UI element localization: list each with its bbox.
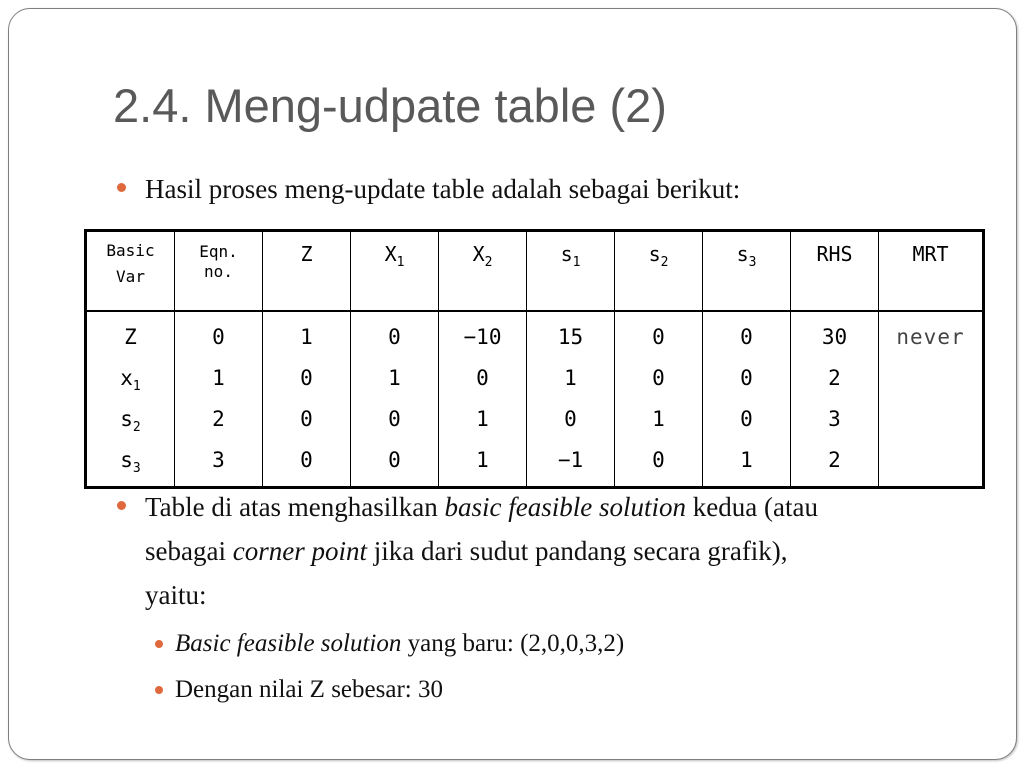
table-cell: 0 xyxy=(652,366,665,390)
header-s1-base: s xyxy=(560,242,573,266)
table-cell: 1 xyxy=(300,325,313,349)
table-cell: 3 xyxy=(212,448,225,472)
text-italic: Basic feasible solution xyxy=(175,630,402,657)
header-rhs: RHS xyxy=(791,231,879,312)
table-cell: 0 xyxy=(212,325,225,349)
table-header-row xyxy=(86,231,984,312)
basic-var-cell xyxy=(87,363,174,404)
header-basic-var xyxy=(86,231,175,312)
header-basic-line1: Basic xyxy=(106,241,155,260)
table-cell: 2 xyxy=(828,366,841,390)
header-x2-base: X xyxy=(472,242,485,266)
basic-var-cell xyxy=(87,445,174,486)
table-cell: −1 xyxy=(557,448,584,472)
text-italic: corner point xyxy=(232,536,367,566)
bullet-dot xyxy=(117,501,126,510)
header-mrt: MRT xyxy=(879,231,984,312)
bullet-conclusion-line3: yaitu: xyxy=(145,580,207,610)
col-s1 xyxy=(527,311,615,488)
table-cell: 0 xyxy=(300,407,313,431)
table-cell: 0 xyxy=(652,325,665,349)
header-s3 xyxy=(703,231,791,312)
basic-var-sub: 2 xyxy=(132,420,141,436)
table-cell: 1 xyxy=(476,407,489,431)
table-cell: 1 xyxy=(564,366,577,390)
header-basic-line2: Var xyxy=(116,267,145,286)
table-cell: 15 xyxy=(557,325,584,349)
header-s2 xyxy=(615,231,703,312)
sub-bullet-z-value: Dengan nilai Z sebesar: 30 xyxy=(175,676,443,703)
header-s2-sub: 2 xyxy=(660,255,669,270)
table-cell: 0 xyxy=(300,366,313,390)
basic-var-sub: 3 xyxy=(132,461,141,477)
basic-var-sub: 1 xyxy=(132,379,141,395)
header-eqn-line1: Eqn. xyxy=(199,242,238,261)
header-s1-sub: 1 xyxy=(572,255,581,270)
basic-var-cell xyxy=(87,404,174,445)
col-basic-var xyxy=(86,311,175,488)
header-x1-sub: 1 xyxy=(396,255,405,270)
header-s3-sub: 3 xyxy=(748,255,757,270)
table-cell: 1 xyxy=(212,366,225,390)
text-run: sebagai xyxy=(145,536,233,566)
sub-bullet-dot xyxy=(155,640,163,648)
bullet-conclusion-line2 xyxy=(145,529,945,573)
bullet-conclusion xyxy=(145,485,945,617)
col-s2 xyxy=(615,311,703,488)
table-cell: 0 xyxy=(300,448,313,472)
table-cell: 0 xyxy=(740,325,753,349)
table-body-row xyxy=(86,311,984,488)
table-cell: 1 xyxy=(476,448,489,472)
col-mrt xyxy=(879,311,984,488)
table-cell: 0 xyxy=(476,366,489,390)
header-x1-base: X xyxy=(384,242,397,266)
sub-bullet-solution xyxy=(175,622,624,666)
header-s1 xyxy=(527,231,615,312)
simplex-table xyxy=(84,229,985,489)
text-run: yang baru: (2,0,0,3,2) xyxy=(401,630,625,657)
col-rhs xyxy=(791,311,879,488)
table-cell: 1 xyxy=(652,407,665,431)
header-eqn-line2: no. xyxy=(204,262,233,281)
header-z: Z xyxy=(263,231,351,312)
table-cell: 1 xyxy=(740,448,753,472)
basic-var-base: s xyxy=(120,407,133,431)
table-cell: 0 xyxy=(564,407,577,431)
table-cell: 0 xyxy=(740,366,753,390)
table-cell: 0 xyxy=(388,325,401,349)
table-cell: −10 xyxy=(463,325,502,349)
basic-var-cell xyxy=(87,322,174,363)
bullet-intro: Hasil proses meng-update table adalah sebagai berikut: xyxy=(145,174,741,204)
header-x1 xyxy=(351,231,439,312)
header-s2-base: s xyxy=(648,242,661,266)
header-eqn-no xyxy=(175,231,263,312)
col-z xyxy=(263,311,351,488)
table-cell: 0 xyxy=(740,407,753,431)
table-cell: 0 xyxy=(388,448,401,472)
text-run: jika dari sudut pandang secara grafik), xyxy=(366,536,788,566)
table-cell: 1 xyxy=(388,366,401,390)
basic-var-base: Z xyxy=(124,325,137,349)
table-cell: 2 xyxy=(828,448,841,472)
basic-var-base: x xyxy=(120,366,133,390)
text-run: Table di atas menghasilkan xyxy=(145,492,445,522)
bullet-conclusion-line1 xyxy=(145,485,945,529)
header-x2-sub: 2 xyxy=(484,255,493,270)
col-s3 xyxy=(703,311,791,488)
text-italic: basic feasible solution xyxy=(444,492,687,522)
mrt-value: never xyxy=(896,325,965,349)
table-cell: 3 xyxy=(828,407,841,431)
table-cell: 2 xyxy=(212,407,225,431)
col-x2 xyxy=(439,311,527,488)
col-x1 xyxy=(351,311,439,488)
slide-title: 2.4. Meng-udpate table (2) xyxy=(113,79,667,132)
text-run: kedua (atau xyxy=(686,492,818,522)
table-cell: 30 xyxy=(821,325,848,349)
header-x2 xyxy=(439,231,527,312)
basic-var-base: s xyxy=(120,448,133,472)
table-cell: 0 xyxy=(652,448,665,472)
header-s3-base: s xyxy=(736,242,749,266)
col-eqn xyxy=(175,311,263,488)
sub-bullet-dot xyxy=(155,686,163,694)
table-cell: 0 xyxy=(388,407,401,431)
bullet-dot xyxy=(117,183,126,192)
